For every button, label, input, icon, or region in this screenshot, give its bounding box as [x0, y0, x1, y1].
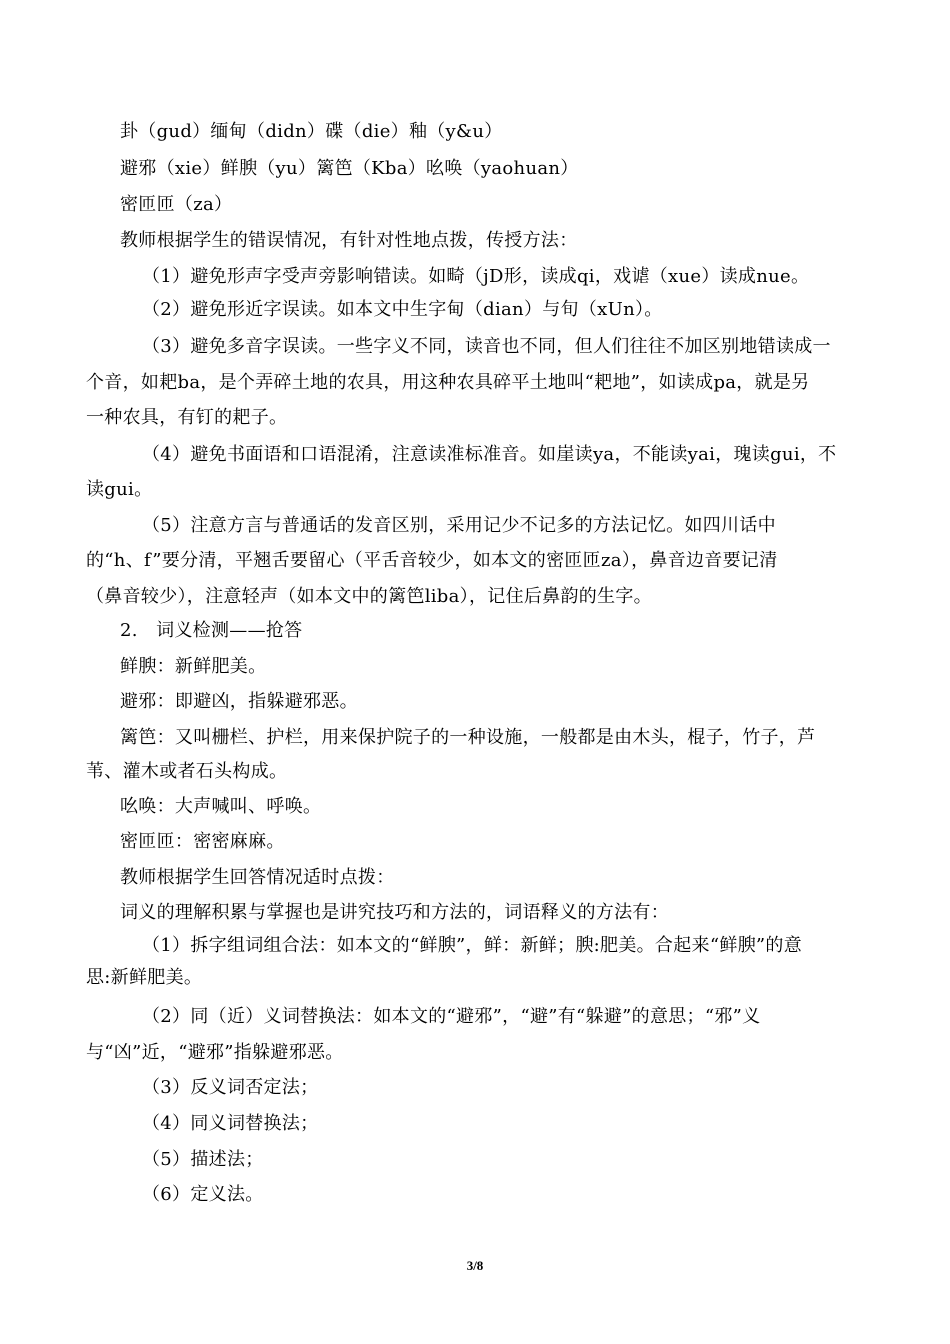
- text-line: 避邪（xie）鲜腴（yu）篱笆（Kba）吆唤（yaohuan）: [120, 158, 579, 179]
- text-line: （5）描述法；: [142, 1149, 264, 1170]
- text-line: 读gui。: [86, 479, 153, 500]
- text-line: （4）避免书面语和口语混淆，注意读准标准音。如崖读ya，不能读yai，瑰读gui，不: [142, 444, 837, 465]
- text-line: （1）避免形声字受声旁影响错读。如畸（jD形，读成qi，戏谑（xue）读成nue。: [142, 266, 810, 287]
- text-line: （2）同（近）义词替换法：如本文的“避邪”，“避”有“躲避”的意思；“邪”义: [142, 1006, 761, 1027]
- text-line: 思:新鲜肥美。: [86, 967, 203, 988]
- text-line: 一种农具，有钉的耙子。: [86, 407, 288, 428]
- text-line: 个音，如耙ba，是个弄碎土地的农具，用这种农具碎平土地叫“耙地”，如读成pa，就是另: [86, 372, 810, 393]
- text-line: 密匝匝（za）: [120, 194, 233, 215]
- page-number: 3/8: [466, 1258, 484, 1273]
- text-line: 避邪：即避凶，指躲避邪恶。: [120, 691, 358, 712]
- text-line: （6）定义法。: [142, 1184, 264, 1205]
- text-line: 的“h、f”要分清，平翘舌要留心（平舌音较少，如本文的密匝匝za），鼻音边音要记清: [86, 550, 778, 571]
- section-heading: 2. 词义检测——抢答: [120, 620, 303, 641]
- text-line: 卦（gud）缅甸（didn）碟（die）釉（y&u）: [120, 121, 503, 142]
- text-line: （2）避免形近字误读。如本文中生字甸（dian）与旬（xUn）。: [142, 299, 663, 320]
- text-line: （3）反义词否定法；: [142, 1077, 319, 1098]
- text-line: 吆唤：大声喊叫、呼唤。: [120, 796, 322, 817]
- text-line: 与“凶”近，“避邪”指躲避邪恶。: [86, 1042, 344, 1063]
- text-line: 苇、灌木或者石头构成。: [86, 761, 288, 782]
- text-line: 密匝匝：密密麻麻。: [120, 831, 285, 852]
- text-line: （5）注意方言与普通话的发音区别，采用记少不记多的方法记忆。如四川话中: [142, 515, 776, 536]
- text-line: （1）拆字组词组合法：如本文的“鲜腴”，鲜：新鲜；腴:肥美。合起来“鲜腴”的意: [142, 935, 803, 956]
- text-line: 鲜腴：新鲜肥美。: [120, 656, 267, 677]
- text-line: 教师根据学生回答情况适时点拨：: [120, 867, 395, 888]
- text-line: 词义的理解积累与掌握也是讲究技巧和方法的，词语释义的方法有：: [120, 902, 669, 923]
- text-line: （3）避免多音字误读。一些字义不同，读音也不同，但人们往往不加区别地错读成一: [142, 336, 831, 357]
- text-line: 篱笆：又叫栅栏、护栏，用来保护院子的一种设施，一般都是由木头，棍子，竹子，芦: [120, 727, 816, 748]
- text-line: （鼻音较少），注意轻声（如本文中的篱笆liba），记住后鼻韵的生字。: [86, 586, 652, 607]
- text-line: （4）同义词替换法；: [142, 1113, 319, 1134]
- text-line: 教师根据学生的错误情况，有针对性地点拨，传授方法：: [120, 230, 578, 251]
